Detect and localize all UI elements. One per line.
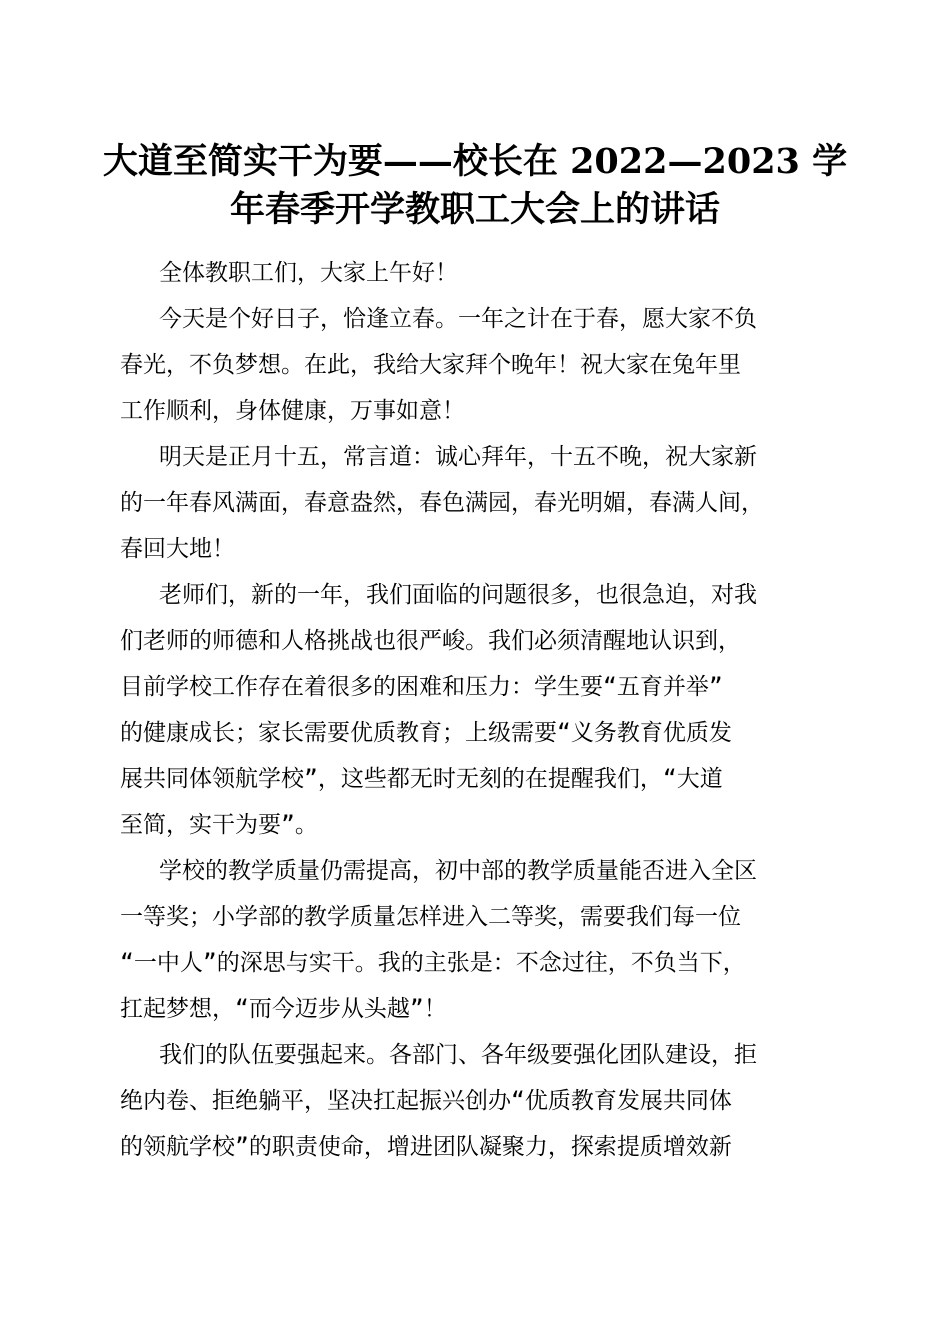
body-text-line: 目前学校工作存在着很多的困难和压力：学生要“五育并举” (120, 674, 723, 700)
title-line-1: 大道至简实干为要——校长在 2022—2023 学 (102, 141, 848, 182)
body-text-line: 的领航学校”的职责使命，增进团队凝聚力，探索提质增效新 (120, 1134, 732, 1160)
body-text-line: 一等奖；小学部的教学质量怎样进入二等奖，需要我们每一位 (120, 904, 741, 930)
body-text-line: 的健康成长；家长需要优质教育；上级需要“义务教育优质发 (120, 720, 732, 746)
body-text-line: 至简，实干为要”。 (120, 812, 318, 838)
body-text-line: 春回大地！ (120, 536, 235, 562)
body-text-line: “一中人”的深思与实干。我的主张是：不念过往，不负当下， (120, 950, 746, 976)
body-text-line: 绝内卷、拒绝躺平，坚决扛起振兴创办“优质教育发展共同体 (120, 1088, 732, 1114)
body-text-line: 春光，不负梦想。在此，我给大家拜个晚年！祝大家在兔年里 (120, 352, 741, 378)
body-text-line: 今天是个好日子，恰逢立春。一年之计在于春，愿大家不负 (159, 306, 757, 332)
document-title (100, 138, 850, 234)
body-text-line: 我们的队伍要强起来。各部门、各年级要强化团队建设，拒 (159, 1042, 757, 1068)
body-text-line: 们老师的师德和人格挑战也很严峻。我们必须清醒地认识到， (120, 628, 741, 654)
body-text-line: 全体教职工们，大家上午好！ (159, 260, 458, 286)
document-body (120, 250, 832, 1170)
body-text-line: 老师们，新的一年，我们面临的问题很多，也很急迫，对我 (159, 582, 757, 608)
body-text-line: 学校的教学质量仍需提高，初中部的教学质量能否进入全区 (159, 858, 757, 884)
body-text-line: 扛起梦想，“而今迈步从头越”！ (120, 996, 447, 1022)
body-text-line: 明天是正月十五，常言道：诚心拜年，十五不晚，祝大家新 (159, 444, 757, 470)
title-line-2: 年春季开学教职工大会上的讲话 (229, 189, 720, 230)
body-text-line: 展共同体领航学校”，这些都无时无刻的在提醒我们，“大道 (120, 766, 723, 792)
body-text-line: 工作顺利，身体健康，万事如意！ (120, 398, 465, 424)
body-text-line: 的一年春风满面，春意盎然，春色满园，春光明媚，春满人间， (120, 490, 764, 516)
